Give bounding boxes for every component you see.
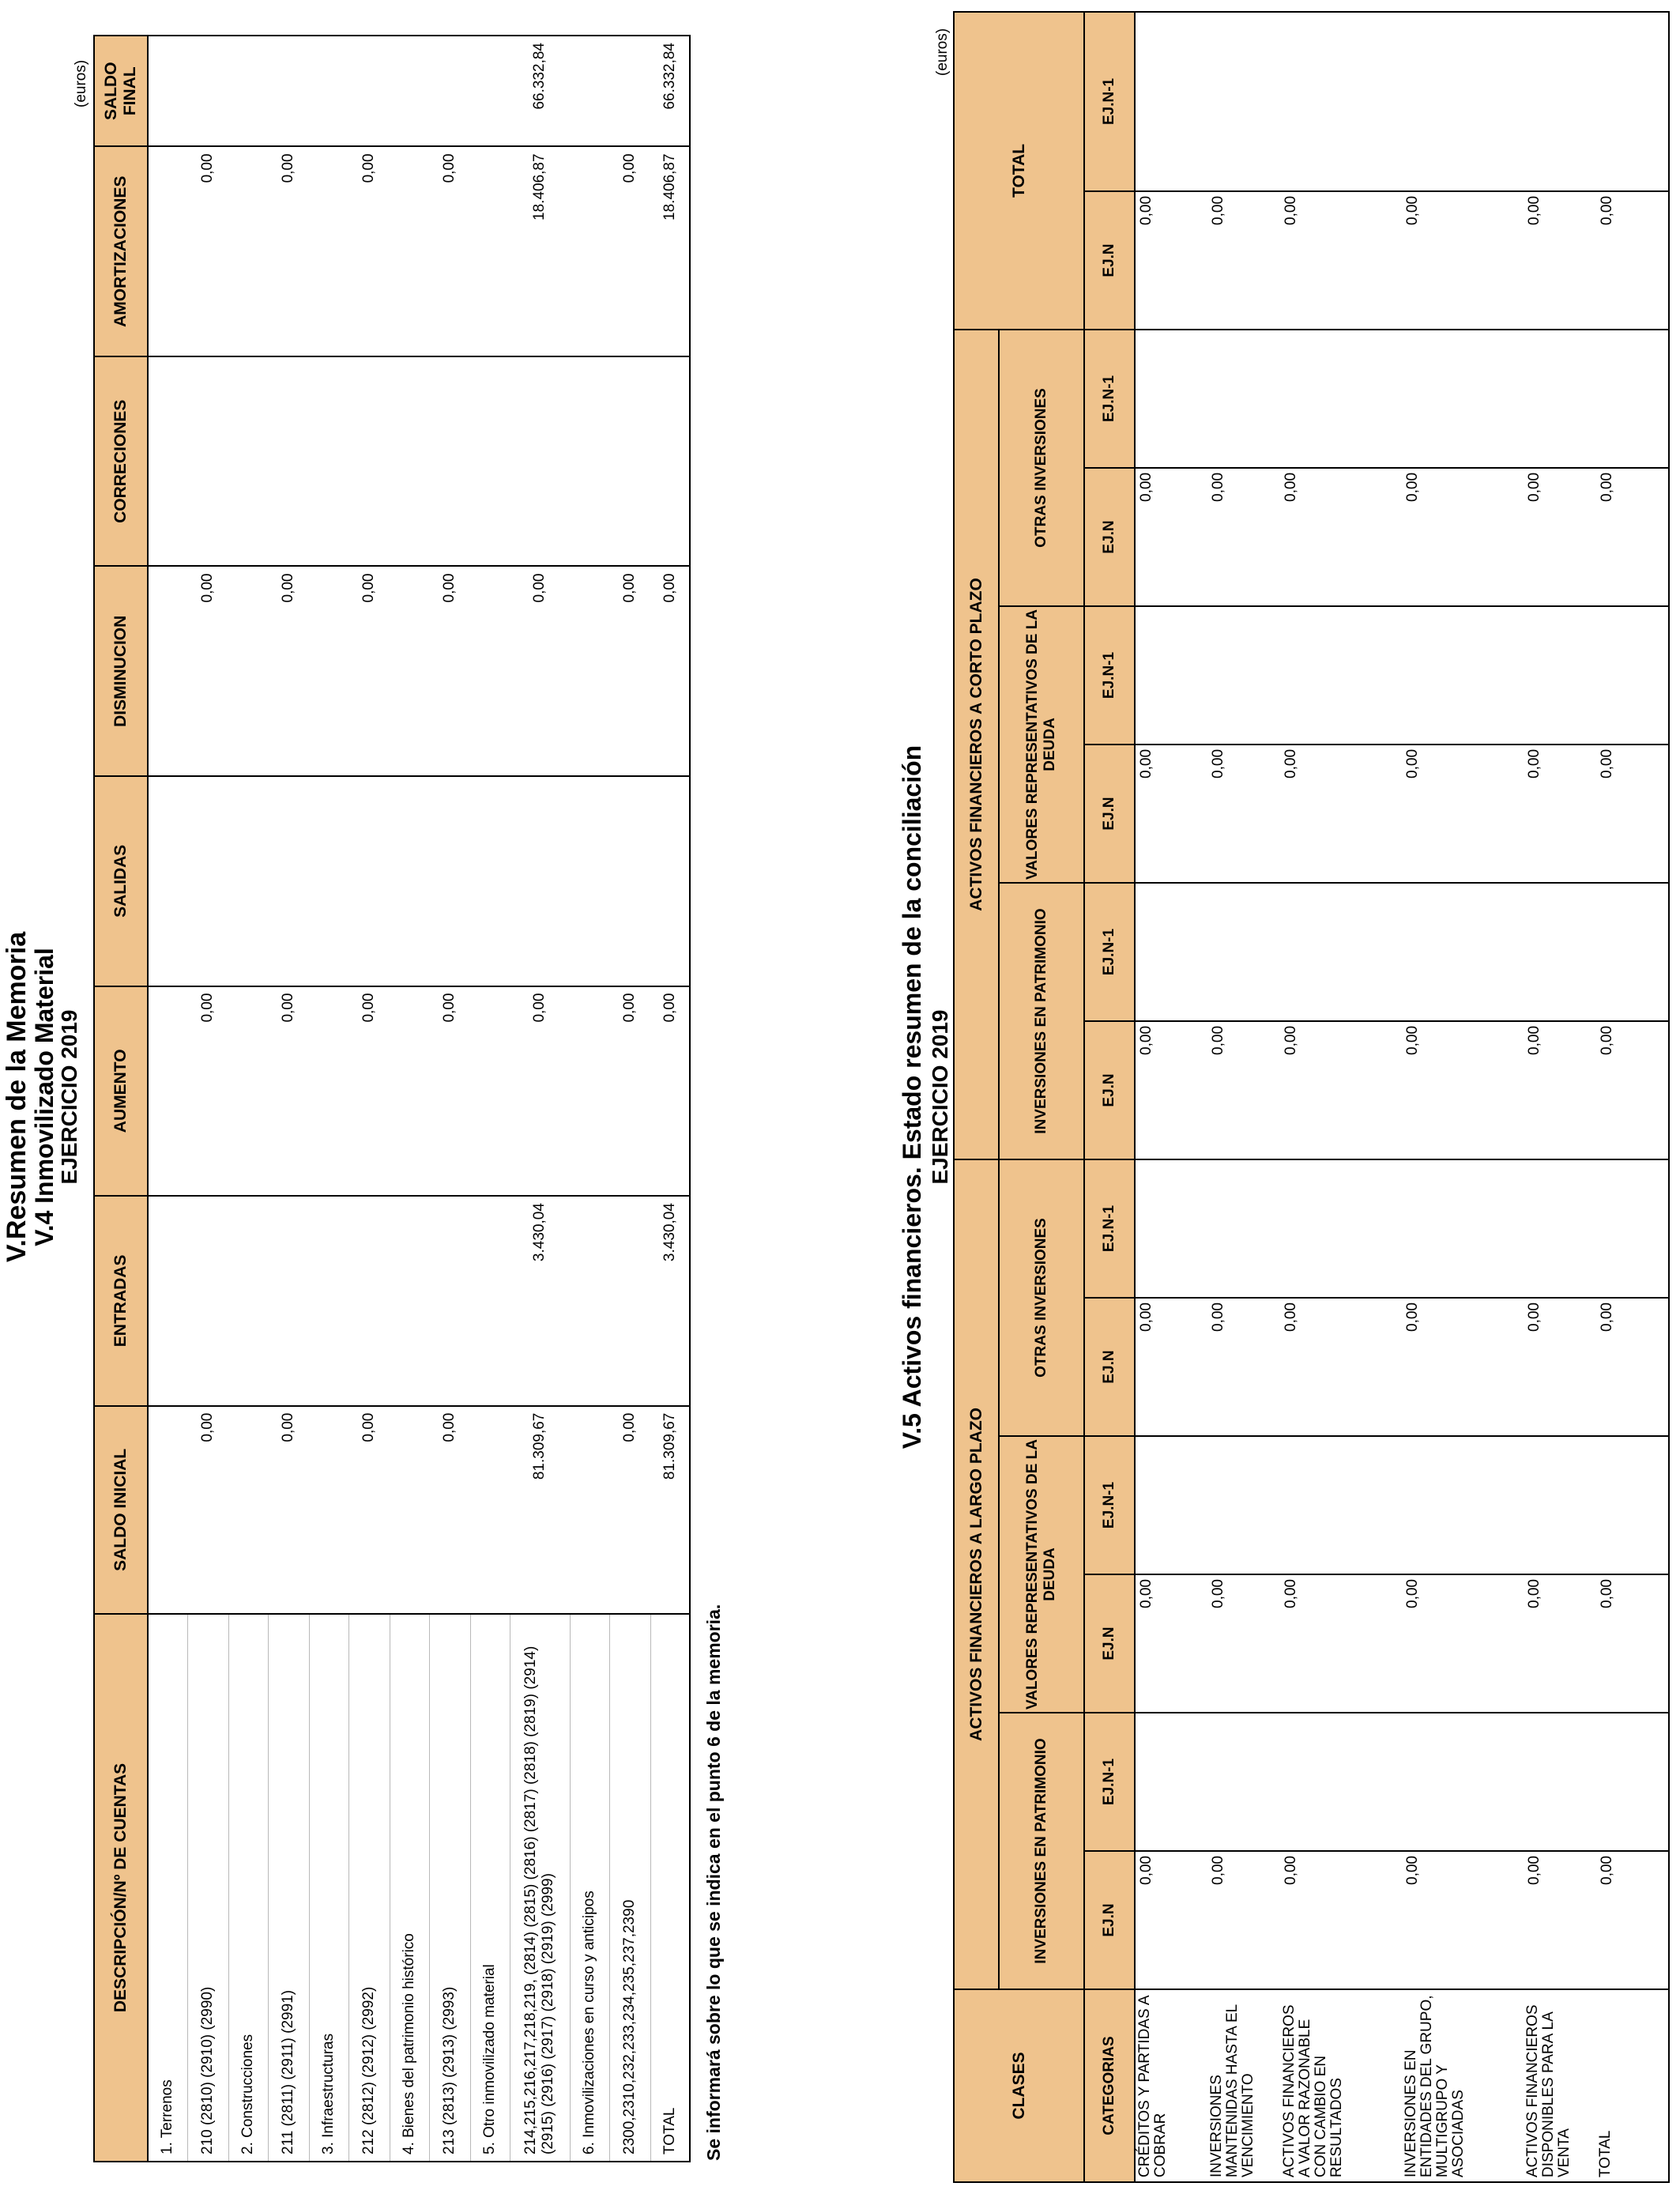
row-value: 0,00 bbox=[1596, 1574, 1669, 1713]
row-value bbox=[1207, 1713, 1280, 1851]
col-amortizaciones: AMORTIZACIONES bbox=[94, 146, 148, 356]
row-value: 0,00 bbox=[268, 1406, 309, 1614]
row-value bbox=[390, 776, 429, 986]
row-value: 0,00 bbox=[1402, 1298, 1524, 1436]
row-value: 0,00 bbox=[1207, 1298, 1280, 1436]
row-value bbox=[390, 986, 429, 1197]
row-value: 0,00 bbox=[1207, 745, 1280, 883]
row-value bbox=[1596, 606, 1669, 745]
row-category: CRÉDITOS Y PARTIDAS A COBRAR bbox=[1135, 1989, 1207, 2182]
col-disminucion: DISMINUCION bbox=[94, 567, 148, 777]
row-value: 66.332,84 bbox=[650, 36, 690, 146]
ej-n-header: EJ.N bbox=[1084, 1574, 1135, 1713]
row-value bbox=[1596, 1713, 1669, 1851]
row-value: 0,00 bbox=[187, 146, 228, 356]
table-row bbox=[1207, 12, 1280, 2182]
row-value: 0,00 bbox=[429, 567, 470, 777]
cp-valores-deuda: VALORES REPRESENTATIVOS DE LA DEUDA bbox=[999, 606, 1084, 883]
cp-inversiones-patrimonio: INVERSIONES EN PATRIMONIO bbox=[999, 883, 1084, 1159]
row-value: 0,00 bbox=[1207, 1021, 1280, 1159]
row-value: 0,00 bbox=[1402, 745, 1524, 883]
table-row bbox=[609, 36, 650, 2162]
row-value bbox=[268, 36, 309, 146]
row-value: 0,00 bbox=[1280, 1574, 1402, 1713]
row-value bbox=[1524, 1436, 1596, 1574]
row-value bbox=[1135, 1436, 1207, 1574]
row-category: ACTIVOS FINANCIEROS DISPONIBLES PARA LA VENTA bbox=[1524, 1989, 1596, 2182]
row-value bbox=[309, 1196, 348, 1406]
row-value: 0,00 bbox=[1207, 1851, 1280, 1989]
row-value bbox=[570, 356, 609, 567]
row-value bbox=[228, 356, 268, 567]
row-value bbox=[390, 36, 429, 146]
row-value bbox=[470, 776, 510, 986]
row-value bbox=[1207, 606, 1280, 745]
row-description: 6. Inmovilizaciones en curso y anticipos bbox=[570, 1614, 609, 2162]
row-value: 0,00 bbox=[1402, 1851, 1524, 1989]
row-value bbox=[1402, 1159, 1524, 1298]
row-value bbox=[1402, 883, 1524, 1021]
row-value: 0,00 bbox=[1207, 468, 1280, 606]
row-value bbox=[1402, 1713, 1524, 1851]
inmovilizado-year: EJERCICIO 2019 bbox=[57, 1009, 81, 1185]
row-value: 0,00 bbox=[1135, 191, 1207, 330]
col-saldo-inicial: SALDO INICIAL bbox=[94, 1406, 148, 1614]
row-value bbox=[1135, 330, 1207, 468]
row-value bbox=[1207, 330, 1280, 468]
row-value bbox=[148, 1406, 187, 1614]
table-row bbox=[309, 36, 348, 2162]
row-value bbox=[570, 146, 609, 356]
row-value bbox=[1135, 12, 1207, 191]
row-value bbox=[1524, 330, 1596, 468]
row-value: 0,00 bbox=[1135, 468, 1207, 606]
ej-n-1-header: EJ.N-1 bbox=[1084, 883, 1135, 1021]
row-value: 0,00 bbox=[268, 986, 309, 1197]
row-value bbox=[1280, 1713, 1402, 1851]
row-value bbox=[510, 356, 570, 567]
col-aumento: AUMENTO bbox=[94, 986, 148, 1197]
row-value bbox=[1596, 12, 1669, 191]
row-value: 18.406,87 bbox=[510, 146, 570, 356]
row-value bbox=[1280, 1436, 1402, 1574]
row-value bbox=[609, 36, 650, 146]
lp-inversiones-patrimonio: INVERSIONES EN PATRIMONIO bbox=[999, 1713, 1084, 1989]
row-value: 0,00 bbox=[1596, 745, 1669, 883]
row-description: 212 (2812) (2912) (2992) bbox=[348, 1614, 390, 2162]
row-value: 0,00 bbox=[1524, 1574, 1596, 1713]
cp-otras-inversiones: OTRAS INVERSIONES bbox=[999, 330, 1084, 606]
row-value bbox=[1596, 883, 1669, 1021]
row-value: 0,00 bbox=[187, 567, 228, 777]
row-value bbox=[1524, 1159, 1596, 1298]
row-value bbox=[1402, 12, 1524, 191]
row-value: 0,00 bbox=[1207, 191, 1280, 330]
row-value bbox=[1135, 883, 1207, 1021]
row-value bbox=[268, 356, 309, 567]
categorias-header: CATEGORIAS bbox=[1084, 1989, 1135, 2182]
row-description: 214,215,216,217,218,219, (2814) (2815) (2816) (2817) (2818) (2819) (2914) (2915) (2916) (2917) (2918) (2919) (2999) bbox=[510, 1614, 570, 2162]
row-value: 0,00 bbox=[1280, 745, 1402, 883]
row-value bbox=[390, 1196, 429, 1406]
table-row bbox=[570, 36, 609, 2162]
row-value: 0,00 bbox=[1596, 1298, 1669, 1436]
table-row bbox=[510, 36, 570, 2162]
row-value bbox=[650, 776, 690, 986]
row-value: 0,00 bbox=[187, 986, 228, 1197]
row-description: 4. Bienes del patrimonio histórico bbox=[390, 1614, 429, 2162]
row-value: 0,00 bbox=[1402, 1574, 1524, 1713]
row-value bbox=[1596, 1436, 1669, 1574]
row-value bbox=[570, 1196, 609, 1406]
row-value bbox=[470, 986, 510, 1197]
row-value: 0,00 bbox=[348, 986, 390, 1197]
row-value: 0,00 bbox=[1135, 745, 1207, 883]
row-value: 0,00 bbox=[1402, 191, 1524, 330]
row-category: ACTIVOS FINANCIEROS A VALOR RAZONABLE CON CAMBIO EN RESULTADOS bbox=[1280, 1989, 1402, 2182]
table-row bbox=[148, 36, 187, 2162]
row-value: 0,00 bbox=[348, 567, 390, 777]
row-value bbox=[348, 356, 390, 567]
ej-n-header: EJ.N bbox=[1084, 1851, 1135, 1989]
row-value bbox=[470, 356, 510, 567]
row-value bbox=[228, 146, 268, 356]
clases-header: CLASES bbox=[954, 1989, 1084, 2182]
row-value bbox=[268, 776, 309, 986]
row-value bbox=[1280, 1159, 1402, 1298]
row-value: 0,00 bbox=[1280, 1021, 1402, 1159]
ej-n-header: EJ.N bbox=[1084, 1298, 1135, 1436]
row-description: 2300,2310,232,233,234,235,237,2390 bbox=[609, 1614, 650, 2162]
row-value bbox=[570, 776, 609, 986]
row-value: 3.430,04 bbox=[510, 1196, 570, 1406]
row-value: 0,00 bbox=[1280, 1298, 1402, 1436]
largo-plazo-header: ACTIVOS FINANCIEROS A LARGO PLAZO bbox=[954, 1159, 999, 1989]
row-value bbox=[1135, 1713, 1207, 1851]
row-value bbox=[390, 567, 429, 777]
table-row bbox=[348, 36, 390, 2162]
row-value bbox=[390, 356, 429, 567]
memoria-title: V.Resumen de la Memoria bbox=[2, 931, 32, 1263]
row-value: 0,00 bbox=[187, 1406, 228, 1614]
row-value bbox=[650, 356, 690, 567]
row-value bbox=[1207, 1436, 1280, 1574]
row-value: 0,00 bbox=[268, 567, 309, 777]
col-correciones: CORRECIONES bbox=[94, 356, 148, 567]
row-value bbox=[1524, 12, 1596, 191]
row-category: TOTAL bbox=[1596, 1989, 1669, 2182]
row-value: 18.406,87 bbox=[650, 146, 690, 356]
col-saldo-final: SALDO FINAL bbox=[94, 36, 148, 146]
row-value bbox=[148, 36, 187, 146]
col-entradas: ENTRADAS bbox=[94, 1196, 148, 1406]
row-value: 0,00 bbox=[510, 567, 570, 777]
row-value bbox=[228, 776, 268, 986]
row-value bbox=[570, 36, 609, 146]
row-value: 0,00 bbox=[1207, 1574, 1280, 1713]
ej-n-1-header: EJ.N-1 bbox=[1084, 12, 1135, 191]
row-value bbox=[148, 776, 187, 986]
row-value bbox=[470, 567, 510, 777]
row-value bbox=[228, 1406, 268, 1614]
row-value: 81.309,67 bbox=[510, 1406, 570, 1614]
row-value: 0,00 bbox=[1280, 468, 1402, 606]
ej-n-header: EJ.N bbox=[1084, 1021, 1135, 1159]
row-value bbox=[470, 1196, 510, 1406]
ej-n-1-header: EJ.N-1 bbox=[1084, 330, 1135, 468]
row-value: 0,00 bbox=[348, 146, 390, 356]
ej-n-header: EJ.N bbox=[1084, 191, 1135, 330]
row-value: 0,00 bbox=[1402, 468, 1524, 606]
row-value bbox=[1402, 606, 1524, 745]
table-row bbox=[1280, 12, 1402, 2182]
row-value: 0,00 bbox=[1280, 191, 1402, 330]
row-value: 0,00 bbox=[1524, 1298, 1596, 1436]
ej-n-1-header: EJ.N-1 bbox=[1084, 606, 1135, 745]
row-value bbox=[187, 1196, 228, 1406]
table-row bbox=[1524, 12, 1596, 2182]
row-value bbox=[187, 36, 228, 146]
row-value bbox=[429, 36, 470, 146]
row-value bbox=[1280, 330, 1402, 468]
memoria-note: Se informará sobre lo que se indica en el punto 6 de la memoria. bbox=[703, 1604, 724, 2161]
row-value bbox=[309, 776, 348, 986]
row-value: 0,00 bbox=[609, 567, 650, 777]
row-value: 0,00 bbox=[1524, 1021, 1596, 1159]
row-value bbox=[187, 356, 228, 567]
col-descripcion: DESCRIPCIÓN/Nº DE CUENTAS bbox=[94, 1614, 148, 2162]
inmovilizado-units: (euros) bbox=[73, 59, 89, 107]
row-value bbox=[429, 356, 470, 567]
row-value bbox=[228, 1196, 268, 1406]
inmovilizado-table bbox=[93, 35, 691, 2162]
row-value bbox=[1524, 883, 1596, 1021]
row-value: 0,00 bbox=[429, 146, 470, 356]
ej-n-1-header: EJ.N-1 bbox=[1084, 1159, 1135, 1298]
row-value: 0,00 bbox=[1135, 1298, 1207, 1436]
row-value bbox=[309, 1406, 348, 1614]
table-row bbox=[429, 36, 470, 2162]
row-value bbox=[148, 1196, 187, 1406]
table-row bbox=[268, 36, 309, 2162]
row-value bbox=[1135, 606, 1207, 745]
row-value: 0,00 bbox=[1135, 1021, 1207, 1159]
row-value bbox=[470, 36, 510, 146]
row-value bbox=[268, 1196, 309, 1406]
row-value bbox=[390, 1406, 429, 1614]
table-row bbox=[1596, 12, 1669, 2182]
row-value bbox=[309, 567, 348, 777]
row-value: 0,00 bbox=[1524, 1851, 1596, 1989]
row-description: 5. Otro inmovilizado material bbox=[470, 1614, 510, 2162]
row-value: 0,00 bbox=[1524, 468, 1596, 606]
row-value bbox=[1207, 883, 1280, 1021]
row-value bbox=[1135, 1159, 1207, 1298]
row-value bbox=[1280, 883, 1402, 1021]
row-description: 210 (2810) (2910) (2990) bbox=[187, 1614, 228, 2162]
row-value bbox=[429, 776, 470, 986]
row-value bbox=[570, 986, 609, 1197]
row-value: 81.309,67 bbox=[650, 1406, 690, 1614]
row-value bbox=[1596, 330, 1669, 468]
col-salidas: SALIDAS bbox=[94, 776, 148, 986]
row-value bbox=[570, 567, 609, 777]
row-value: 0,00 bbox=[1596, 1021, 1669, 1159]
row-value: 0,00 bbox=[1524, 745, 1596, 883]
row-value bbox=[309, 356, 348, 567]
row-value bbox=[1280, 12, 1402, 191]
row-value bbox=[309, 986, 348, 1197]
row-description: TOTAL bbox=[650, 1614, 690, 2162]
row-value bbox=[309, 146, 348, 356]
row-description: 1. Terrenos bbox=[148, 1614, 187, 2162]
activos-table bbox=[953, 11, 1670, 2183]
row-value bbox=[148, 356, 187, 567]
row-value bbox=[148, 986, 187, 1197]
row-value bbox=[1402, 1436, 1524, 1574]
row-category: INVERSIONES EN ENTIDADES DEL GRUPO, MULTIGRUPO Y ASOCIADAS bbox=[1402, 1989, 1524, 2182]
row-value bbox=[187, 776, 228, 986]
row-value bbox=[309, 36, 348, 146]
row-value: 3.430,04 bbox=[650, 1196, 690, 1406]
activos-year: EJERCICIO 2019 bbox=[928, 1009, 952, 1185]
row-value bbox=[1207, 1159, 1280, 1298]
row-value: 0,00 bbox=[268, 146, 309, 356]
row-value: 0,00 bbox=[429, 986, 470, 1197]
ej-n-header: EJ.N bbox=[1084, 745, 1135, 883]
row-value bbox=[148, 146, 187, 356]
row-value bbox=[348, 1196, 390, 1406]
ej-n-1-header: EJ.N-1 bbox=[1084, 1436, 1135, 1574]
table-row bbox=[1135, 12, 1207, 2182]
row-value bbox=[609, 1196, 650, 1406]
ej-n-header: EJ.N bbox=[1084, 468, 1135, 606]
row-value bbox=[1596, 1159, 1669, 1298]
lp-otras-inversiones: OTRAS INVERSIONES bbox=[999, 1159, 1084, 1436]
table-row bbox=[470, 36, 510, 2162]
lp-valores-deuda: VALORES REPRESENTATIVOS DE LA DEUDA bbox=[999, 1436, 1084, 1713]
activos-title: V.5 Activos financieros. Estado resumen de la conciliación bbox=[898, 745, 926, 1449]
row-value bbox=[1280, 606, 1402, 745]
row-value bbox=[570, 1406, 609, 1614]
row-value bbox=[1524, 606, 1596, 745]
row-value: 0,00 bbox=[1524, 191, 1596, 330]
table-row bbox=[187, 36, 228, 2162]
row-value bbox=[228, 986, 268, 1197]
row-value: 66.332,84 bbox=[510, 36, 570, 146]
row-value: 0,00 bbox=[1135, 1851, 1207, 1989]
row-value: 0,00 bbox=[1596, 1851, 1669, 1989]
row-value bbox=[470, 1406, 510, 1614]
row-value bbox=[228, 567, 268, 777]
row-value: 0,00 bbox=[1402, 1021, 1524, 1159]
table-row bbox=[650, 36, 690, 2162]
row-value: 0,00 bbox=[609, 146, 650, 356]
row-value: 0,00 bbox=[1596, 191, 1669, 330]
row-value bbox=[470, 146, 510, 356]
row-value: 0,00 bbox=[609, 1406, 650, 1614]
row-value bbox=[348, 36, 390, 146]
row-value: 0,00 bbox=[348, 1406, 390, 1614]
row-value bbox=[148, 567, 187, 777]
row-value bbox=[1402, 330, 1524, 468]
row-value bbox=[390, 146, 429, 356]
row-value bbox=[348, 776, 390, 986]
row-value bbox=[1524, 1713, 1596, 1851]
row-value: 0,00 bbox=[510, 986, 570, 1197]
row-value: 0,00 bbox=[1596, 468, 1669, 606]
table-row bbox=[1402, 12, 1524, 2182]
row-value: 0,00 bbox=[429, 1406, 470, 1614]
row-value: 0,00 bbox=[1135, 1574, 1207, 1713]
table-row bbox=[390, 36, 429, 2162]
row-value bbox=[609, 356, 650, 567]
table-row bbox=[228, 36, 268, 2162]
row-value: 0,00 bbox=[1280, 1851, 1402, 1989]
inmovilizado-title: V.4 Inmovilizado Material bbox=[30, 948, 58, 1246]
row-value: 0,00 bbox=[609, 986, 650, 1197]
row-category: INVERSIONES MANTENIDAS HASTA EL VENCIMIENTO bbox=[1207, 1989, 1280, 2182]
row-value: 0,00 bbox=[650, 986, 690, 1197]
ej-n-1-header: EJ.N-1 bbox=[1084, 1713, 1135, 1851]
row-description: 2. Construcciones bbox=[228, 1614, 268, 2162]
row-value bbox=[609, 776, 650, 986]
row-value bbox=[510, 776, 570, 986]
row-description: 211 (2811) (2911) (2991) bbox=[268, 1614, 309, 2162]
corto-plazo-header: ACTIVOS FINANCIEROS A CORTO PLAZO bbox=[954, 330, 999, 1159]
row-value: 0,00 bbox=[650, 567, 690, 777]
row-value bbox=[429, 1196, 470, 1406]
total-header: TOTAL bbox=[954, 12, 1084, 330]
activos-units: (euros) bbox=[934, 28, 951, 76]
row-description: 213 (2813) (2913) (2993) bbox=[429, 1614, 470, 2162]
row-description: 3. Infraestructuras bbox=[309, 1614, 348, 2162]
row-value bbox=[228, 36, 268, 146]
row-value bbox=[1207, 12, 1280, 191]
